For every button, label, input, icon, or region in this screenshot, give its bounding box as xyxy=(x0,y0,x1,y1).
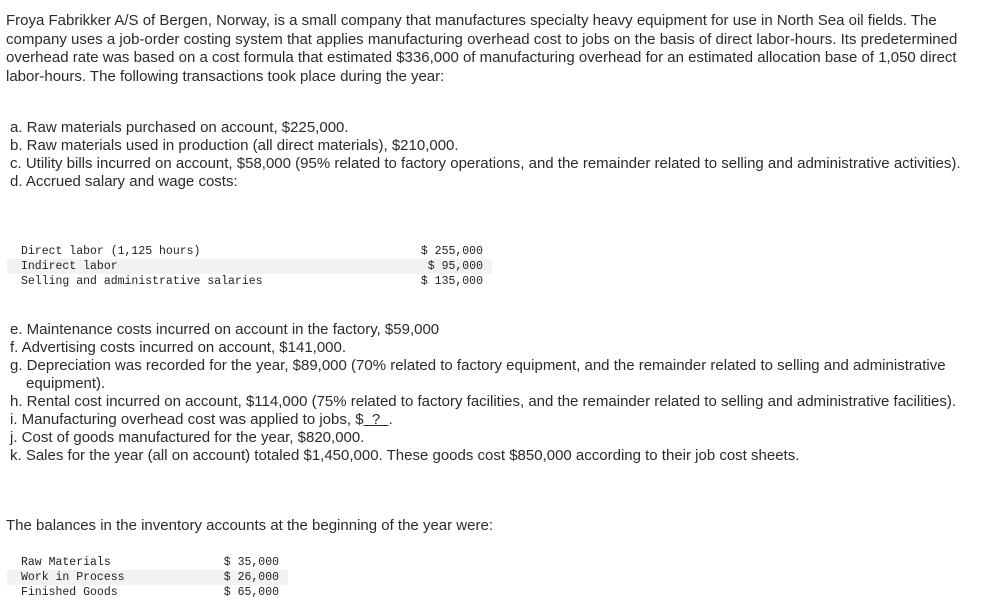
row-value: $ 35,000 xyxy=(223,556,279,569)
problem-intro: Froya Fabrikker A/S of Bergen, Norway, is a small company that manufactures specialty heavy equipment for use in North Sea oil fields. The company uses a job-order costing system that applies manufacturing overhead cost to jobs on the basis of direct labor-hours. Its predetermined overhead rate was based on a cost formula that estimated $336,000 of manufacturing overhead for an estimated allocation base of 1,050 direct labor-hours. The following transactions took place during the year: xyxy=(6,12,958,85)
row-value: $ 26,000 xyxy=(209,570,288,585)
table-row xyxy=(7,570,288,585)
row-label: Work in Process xyxy=(7,570,209,585)
row-label: Direct labor (1,125 hours) xyxy=(21,245,201,258)
row-label: Finished Goods xyxy=(21,586,118,599)
table-row xyxy=(7,555,288,570)
transaction-i-text: i. Manufacturing overhead cost was applied to jobs, $ xyxy=(10,411,364,428)
table-row xyxy=(7,244,492,259)
transaction-i-period: . xyxy=(388,411,393,428)
transaction-g: g. Depreciation was recorded for the year, $89,000 (70% related to factory equipment, and the remainder related to selling and administrative equipment). xyxy=(10,357,946,392)
answer-blank: ? xyxy=(363,411,389,428)
row-label: Selling and administrative salaries xyxy=(21,275,263,288)
row-value: $ 95,000 xyxy=(397,259,492,274)
transaction-j: j. Cost of goods manufactured for the year, $820,000. xyxy=(10,429,365,446)
transaction-list-e-k xyxy=(10,321,970,465)
transaction-e: e. Maintenance costs incurred on account in the factory, $59,000 xyxy=(10,321,440,338)
row-label: Indirect labor xyxy=(7,259,397,274)
transaction-f: f. Advertising costs incurred on account, $141,000. xyxy=(10,339,347,356)
table-row xyxy=(7,274,492,289)
row-value: $ 135,000 xyxy=(420,275,483,288)
table-row xyxy=(7,259,492,274)
transaction-d: d. Accrued salary and wage costs: xyxy=(10,173,238,190)
transaction-b: b. Raw materials used in production (all direct materials), $210,000. xyxy=(10,137,459,154)
row-label: Raw Materials xyxy=(21,556,111,569)
inventory-balance-table xyxy=(7,555,288,600)
transaction-k: k. Sales for the year (all on account) totaled $1,450,000. These goods cost $850,000 according to their job cost sheets. xyxy=(10,447,800,464)
transaction-i xyxy=(10,411,970,429)
salary-wage-table xyxy=(7,244,492,289)
transaction-list-a-d xyxy=(10,119,970,191)
table-row xyxy=(7,585,288,600)
balances-intro: The balances in the inventory accounts at the beginning of the year were: xyxy=(6,517,493,534)
transaction-a: a. Raw materials purchased on account, $225,000. xyxy=(10,119,349,136)
transaction-c: c. Utility bills incurred on account, $58,000 (95% related to factory operations, and the remainder related to selling and administrative activities). xyxy=(10,155,961,172)
row-value: $ 255,000 xyxy=(420,245,483,258)
transaction-h: h. Rental cost incurred on account, $114,000 (75% related to factory facilities, and the remainder related to selling and administrative facilities). xyxy=(10,393,957,410)
row-value: $ 65,000 xyxy=(223,586,279,599)
